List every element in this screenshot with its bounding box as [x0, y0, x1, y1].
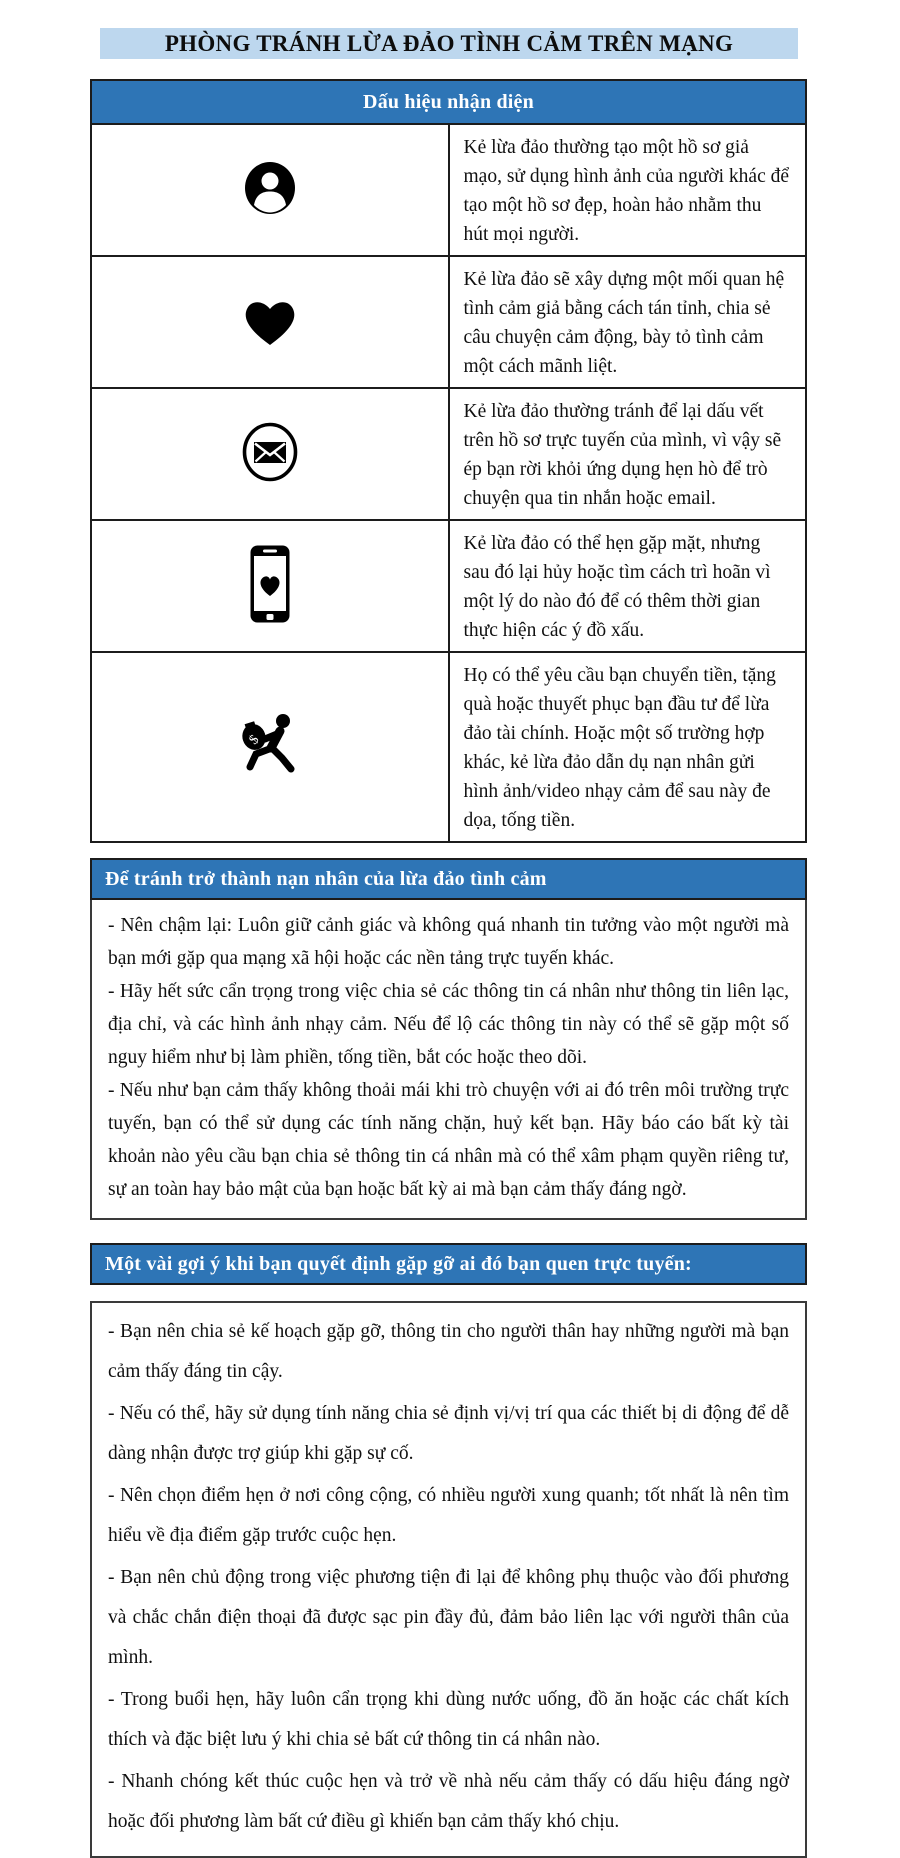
- table-row: [91, 520, 806, 652]
- icon-cell: [91, 652, 449, 842]
- heart-icon: [241, 294, 299, 346]
- paragraph: - Trong buổi hẹn, hãy luôn cẩn trọng khi dùng nước uống, đồ ăn hoặc các chất kích thích và đặc biệt lưu ý khi chia sẻ bất cứ thông tin cá nhân nào.: [108, 1689, 789, 1750]
- avoid-section-header: Để tránh trở thành nạn nhân của lừa đảo tình cảm: [90, 858, 807, 900]
- meeting-section-header: Một vài gợi ý khi bạn quyết định gặp gỡ ai đó bạn quen trực tuyến:: [90, 1243, 807, 1285]
- paragraph: - Bạn nên chủ động trong việc phương tiện đi lại để không phụ thuộc vào đối phương và chắc chắn điện thoại đã được sạc pin đầy đủ, đảm bảo liên lạc với người thân của mình.: [108, 1567, 789, 1668]
- icon-cell: [91, 256, 449, 388]
- table-row: [91, 124, 806, 256]
- sign-text: Họ có thể yêu cầu bạn chuyển tiền, tặng quà hoặc thuyết phục bạn đầu tư để lừa đảo tài chính. Hoặc một số trường hợp khác, kẻ lừa đảo dẫn dụ nạn nhân gửi hình ảnh/video nhạy cảm để sau này đe dọa, tống tiền.: [449, 652, 807, 842]
- icon-cell: [91, 124, 449, 256]
- table-row: [91, 652, 806, 842]
- meeting-section: [90, 1243, 807, 1858]
- icon-cell: [91, 388, 449, 520]
- paragraph: - Nên chọn điểm hẹn ở nơi công cộng, có nhiều người xung quanh; tốt nhất là nên tìm hiểu về địa điểm gặp trước cuộc hẹn.: [108, 1485, 789, 1546]
- phone-heart-icon: [249, 544, 291, 624]
- page-title: PHÒNG TRÁNH LỪA ĐẢO TÌNH CẢM TRÊN MẠNG: [100, 28, 798, 59]
- sign-text: Kẻ lừa đảo thường tránh để lại dấu vết trên hồ sơ trực tuyến của mình, vì vậy sẽ ép bạn rời khỏi ứng dụng hẹn hò để trò chuyện qua tin nhắn hoặc email.: [449, 388, 807, 520]
- signs-table-header-row: [91, 80, 806, 124]
- svg-text:$: $: [246, 732, 263, 748]
- paragraph: - Nên chậm lại: Luôn giữ cảnh giác và không quá nhanh tin tưởng vào một người mà bạn mới gặp qua mạng xã hội hoặc các nền tảng trực tuyến khác.: [108, 915, 789, 969]
- sign-text: Kẻ lừa đảo sẽ xây dựng một mối quan hệ tình cảm giả bằng cách tán tỉnh, chia sẻ câu chuyện cảm động, bày tỏ tình cảm một cách mãnh liệt.: [449, 256, 807, 388]
- meeting-section-body: [90, 1301, 807, 1858]
- money-runner-icon: [239, 712, 301, 778]
- avoid-section: [90, 858, 807, 1220]
- paragraph: - Hãy hết sức cẩn trọng trong việc chia sẻ các thông tin cá nhân như thông tin liên lạc, địa chỉ, và các hình ảnh nhạy cảm. Nếu để lộ các thông tin này có thể sẽ gặp một số nguy hiểm như bị làm phiền, tống tiền, bắt cóc hoặc theo dõi.: [108, 981, 789, 1068]
- icon-cell: [91, 520, 449, 652]
- paragraph: - Nếu như bạn cảm thấy không thoải mái khi trò chuyện với ai đó trên môi trường trực tuyến, bạn có thể sử dụng các tính năng chặn, huỷ kết bạn. Hãy báo cáo bất kỳ tài khoản nào yêu cầu bạn chia sẻ thông tin cá nhân mà có thể xâm phạm quyền riêng tư, sự an toàn hay bảo mật của bạn hoặc bất kỳ ai mà bạn cảm thấy đáng ngờ.: [108, 1080, 789, 1200]
- avatar-icon: [244, 161, 296, 215]
- paragraph: - Nhanh chóng kết thúc cuộc hẹn và trở về nhà nếu cảm thấy có dấu hiệu đáng ngờ hoặc đối phương làm bất cứ điều gì khiến bạn cảm thấy khó chịu.: [108, 1771, 789, 1832]
- table-row: [91, 388, 806, 520]
- paragraph: - Bạn nên chia sẻ kế hoạch gặp gỡ, thông tin cho người thân hay những người mà bạn cảm thấy đáng tin cậy.: [108, 1321, 789, 1382]
- paragraph: - Nếu có thể, hãy sử dụng tính năng chia sẻ định vị/vị trí qua các thiết bị di động để dễ dàng nhận được trợ giúp khi gặp sự cố.: [108, 1403, 789, 1464]
- avoid-section-body: [90, 900, 807, 1220]
- sign-text: Kẻ lừa đảo thường tạo một hồ sơ giả mạo, sử dụng hình ảnh của người khác để tạo một hồ sơ đẹp, hoàn hảo nhằm thu hút mọi người.: [449, 124, 807, 256]
- signs-table: [90, 79, 807, 843]
- signs-table-header: Dấu hiệu nhận diện: [91, 80, 806, 124]
- document-page: [0, 28, 900, 1832]
- sign-text: Kẻ lừa đảo có thể hẹn gặp mặt, nhưng sau đó lại hủy hoặc tìm cách trì hoãn vì một lý do nào đó để có thêm thời gian thực hiện các ý đồ xấu.: [449, 520, 807, 652]
- envelope-icon: [242, 422, 298, 482]
- table-row: [91, 256, 806, 388]
